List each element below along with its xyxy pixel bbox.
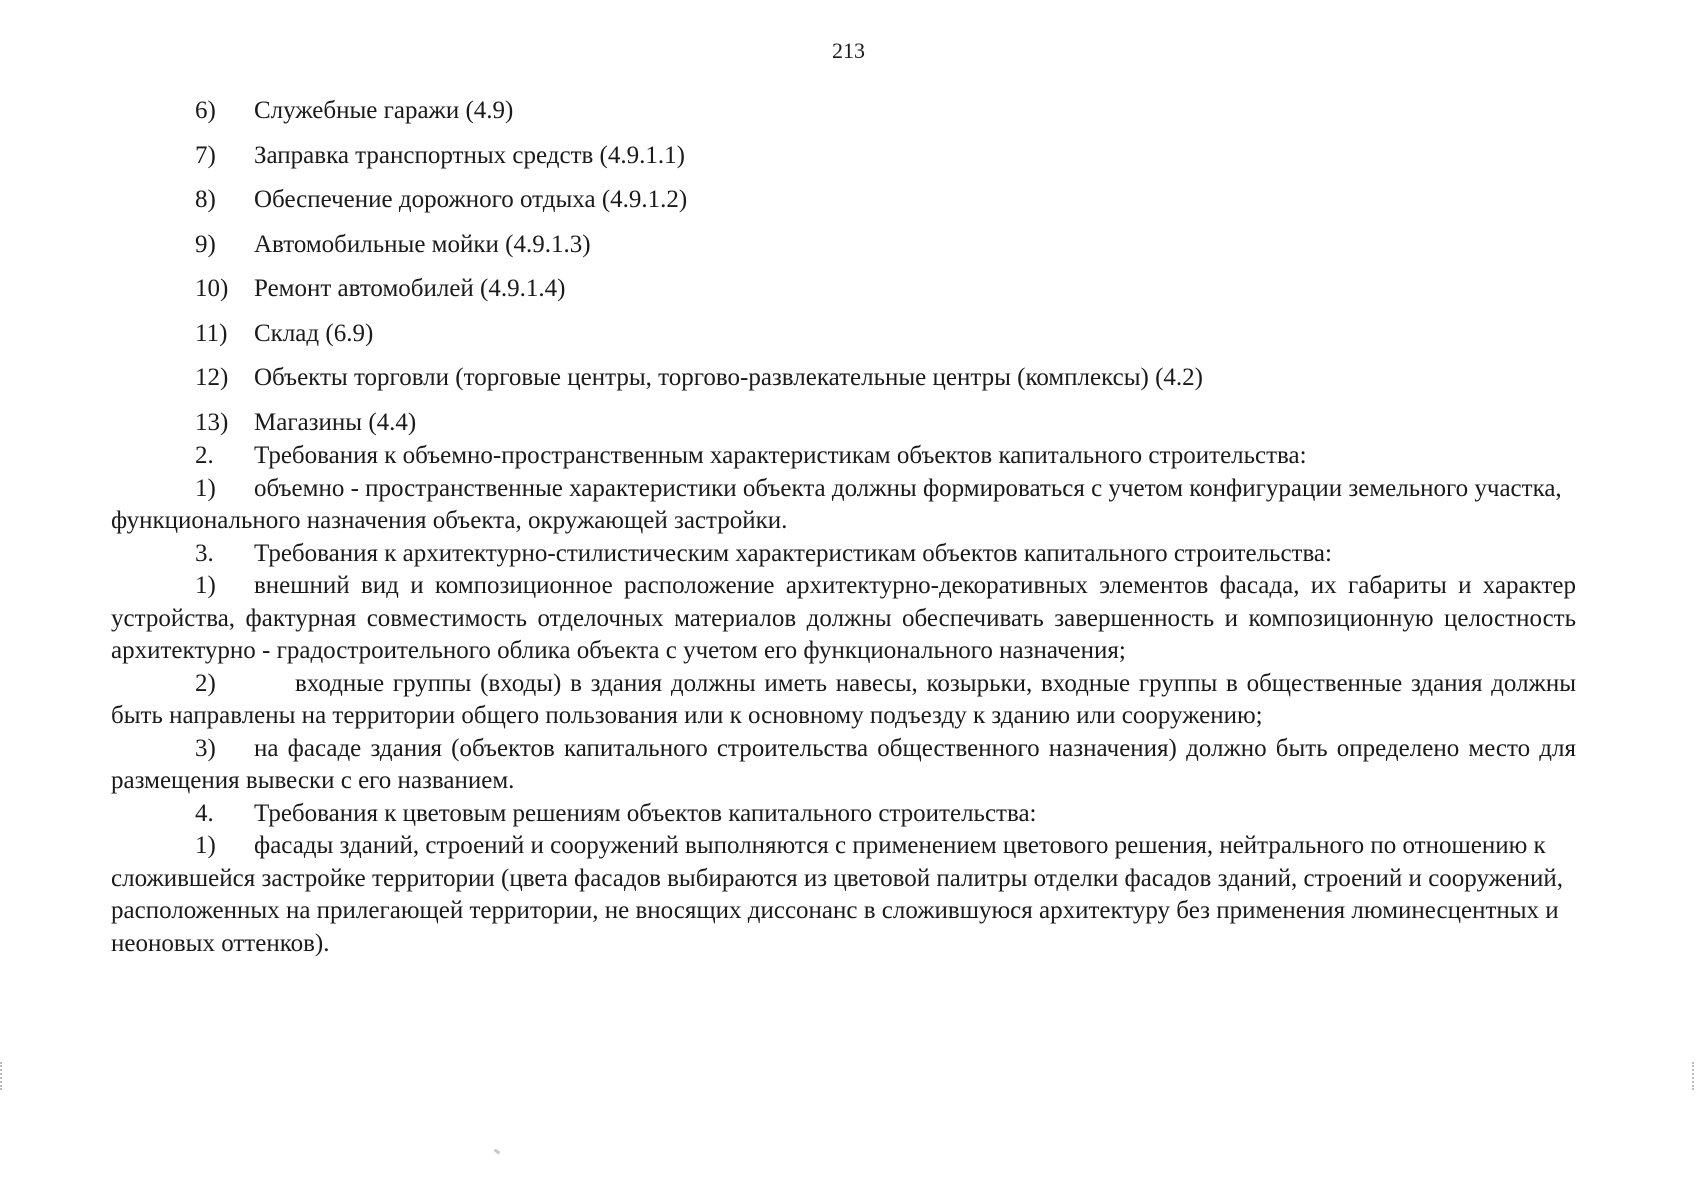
list-item-text: Ремонт автомобилей (4.9.1.4) (254, 275, 566, 302)
list-item-text: Служебные гаражи (4.9) (254, 97, 514, 124)
requirement-heading (111, 440, 1576, 473)
requirement-text: Требования к объемно-пространственным характеристикам объектов капитального строительства: (254, 442, 1307, 469)
requirement-number: 1) (195, 474, 216, 502)
list-item-text: Обеспечение дорожного отдыха (4.9.1.2) (254, 186, 688, 213)
requirement-text: внешний вид и композиционное расположение архитектурно-декоративных элементов фасада, их габариты и характер устройства, фактурная совместимость отделочных материалов должны обеспечивать завершенность и композиционную целостность архитектурно - градостроительного облика объекта с учетом его функционального назначения; (111, 572, 1576, 664)
requirement-number: 3. (195, 539, 214, 567)
list-item (195, 141, 1617, 186)
list-item (195, 230, 1617, 275)
requirement-number: 2. (195, 442, 214, 469)
requirement-number: 2) (195, 669, 216, 697)
land-use-list (195, 96, 1617, 452)
list-item-text: Магазины (4.4) (254, 408, 417, 436)
scan-edge-mark (1692, 1062, 1697, 1090)
list-item (195, 185, 1617, 230)
scan-speck (494, 1149, 501, 1155)
requirement-item (111, 668, 1576, 733)
list-item-number: 13) (195, 408, 229, 436)
requirement-item (111, 830, 1576, 960)
list-item-text: Склад (6.9) (254, 319, 374, 347)
requirement-heading (111, 538, 1576, 571)
scan-edge-mark (0, 1062, 5, 1090)
requirement-text: на фасаде здания (объектов капитального строительства общественного назначения) должно быть определено место для размещения вывески с его названием. (111, 734, 1576, 794)
requirement-number: 1) (195, 832, 216, 859)
list-item-text: Объекты торговли (торговые центры, торгово-развлекательные центры (комплексы) (4.2) (254, 364, 1204, 391)
requirement-item (111, 733, 1576, 798)
list-item-number: 8) (195, 186, 216, 213)
requirement-text: фасады зданий, строений и сооружений выполняются с применением цветового решения, нейтрального по отношению к сложившейся застройке территории (цвета фасадов выбираются из цветовой палитры отделки фасадов зданий, строений и сооружений, расположенных на прилегающей территории, не вносящих диссонанс в сложившуюся архитектуру без применения люминесцентных и неоновых оттенков). (111, 832, 1564, 957)
list-item (195, 96, 1617, 141)
requirements-section (111, 440, 1576, 960)
requirement-text: объемно - пространственные характеристики объекта должны формироваться с учетом конфигурации земельного участка, функционального назначения объекта, окружающей застройки. (111, 474, 1562, 534)
list-item (195, 363, 1617, 408)
page-number: 213 (832, 38, 865, 63)
requirement-heading (111, 798, 1576, 831)
list-item-text: Заправка транспортных средств (4.9.1.1) (254, 141, 685, 169)
requirement-number: 1) (195, 572, 216, 599)
list-item (195, 274, 1617, 319)
list-item (195, 319, 1617, 364)
requirement-text: входные группы (входы) в здания должны иметь навесы, козырьки, входные группы в общественные здания должны быть направлены на территории общего пользования или к основному подъезду к зданию или сооружению; (111, 669, 1576, 729)
requirement-text: Требования к архитектурно-стилистическим характеристикам объектов капитального строительства: (254, 539, 1332, 567)
requirement-number: 4. (195, 799, 214, 827)
list-item-number: 9) (195, 230, 216, 258)
requirement-text: Требования к цветовым решениям объектов капитального строительства: (254, 799, 1037, 827)
requirement-item (111, 570, 1576, 668)
list-item-number: 7) (195, 141, 216, 169)
requirement-number: 3) (195, 734, 216, 762)
list-item-number: 11) (195, 319, 228, 347)
requirement-item (111, 473, 1576, 538)
list-item-text: Автомобильные мойки (4.9.1.3) (254, 230, 591, 258)
list-item-number: 12) (195, 364, 229, 391)
list-item-number: 6) (195, 97, 216, 124)
list-item-number: 10) (195, 275, 229, 302)
